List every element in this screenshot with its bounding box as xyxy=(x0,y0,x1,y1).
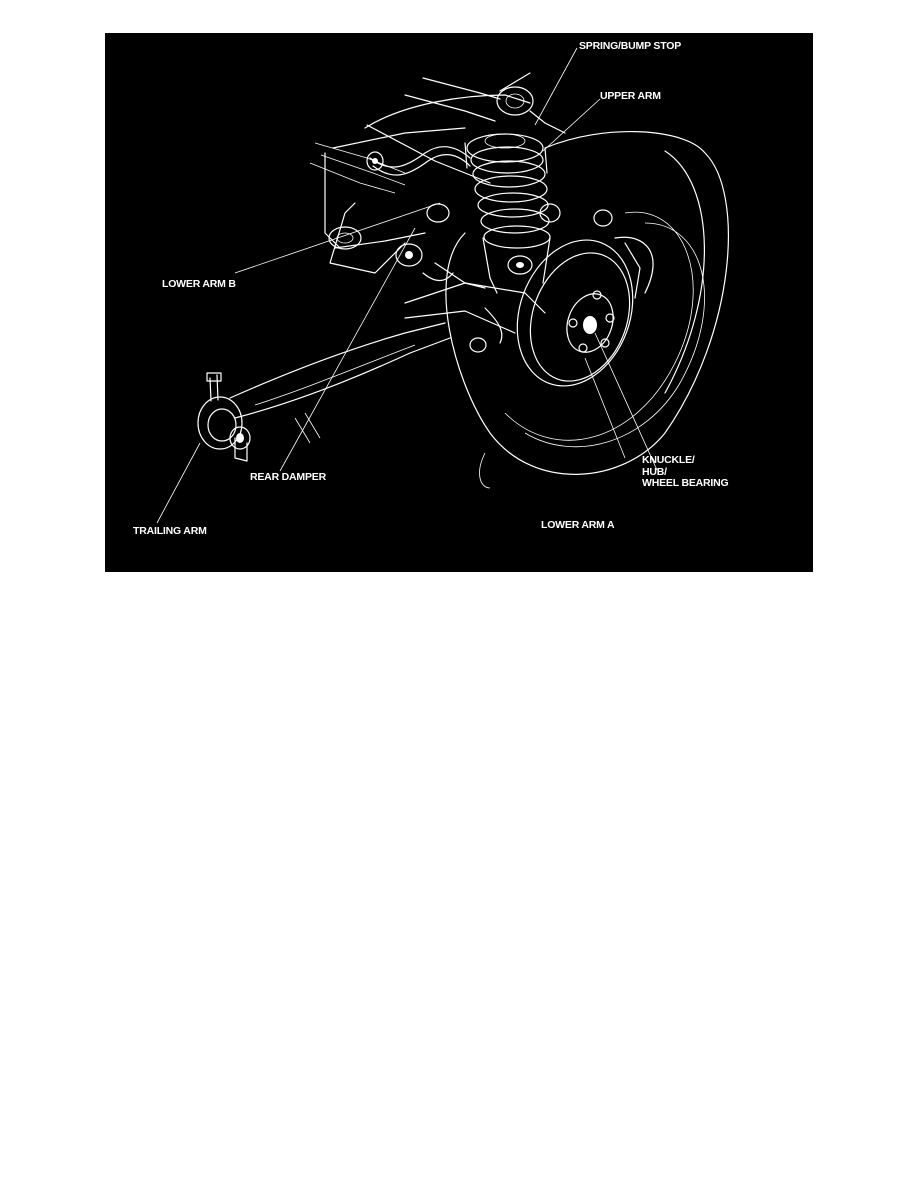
label-spring-bump-stop: SPRING/BUMP STOP xyxy=(579,40,682,52)
label-knuckle-line3: WHEEL BEARING xyxy=(642,477,729,489)
suspension-diagram xyxy=(105,33,813,572)
hub-drawing xyxy=(498,210,653,402)
label-knuckle-line2: HUB/ xyxy=(642,465,667,478)
label-trailing-arm: TRAILING ARM xyxy=(133,525,207,537)
label-lower-arm-a: LOWER ARM A xyxy=(541,519,615,531)
label-upper-arm: UPPER ARM xyxy=(600,90,661,102)
coil-spring-drawing xyxy=(465,134,560,293)
label-knuckle-hub-wheel-bearing xyxy=(642,455,728,490)
label-knuckle-line1: KNUCKLE/ xyxy=(642,454,695,466)
subframe-drawing xyxy=(310,73,565,288)
suspension-illustration xyxy=(105,33,813,572)
lower-arm-a-drawing xyxy=(405,283,545,352)
label-rear-damper: REAR DAMPER xyxy=(250,471,326,483)
label-lower-arm-b: LOWER ARM B xyxy=(162,278,236,290)
